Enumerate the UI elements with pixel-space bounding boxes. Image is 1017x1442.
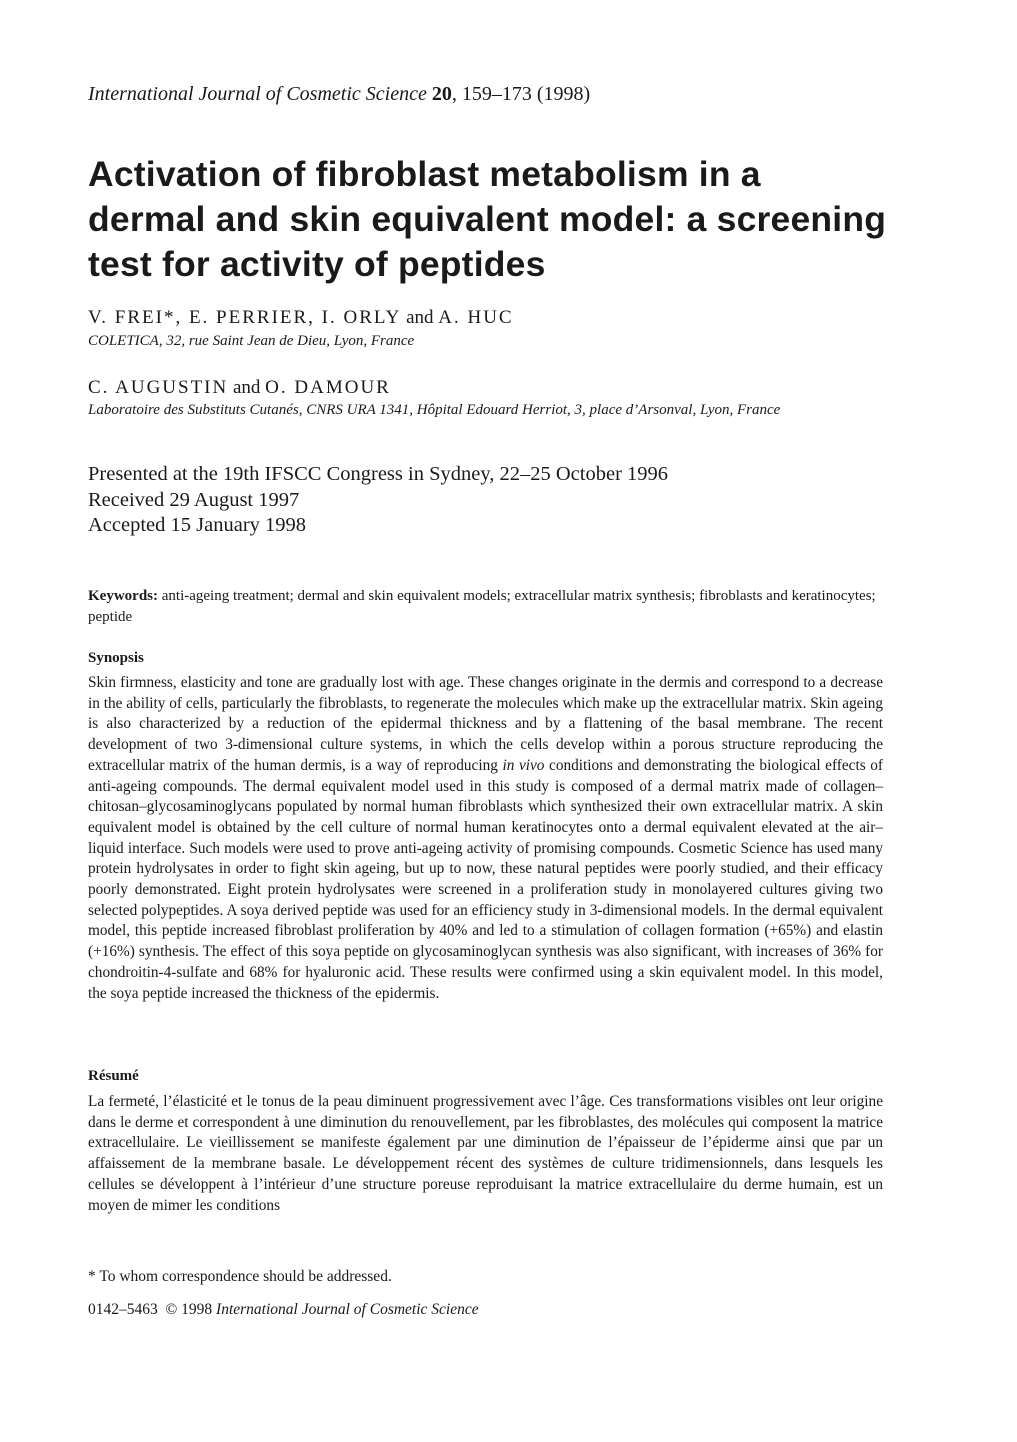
synopsis-text-part-2: conditions and demonstrating the biological effects of anti-ageing compounds. The dermal equivalent model used in this study is composed of a dermal matrix made of collagen–chitosan–glycosaminoglycans populated by normal human fibroblasts which synthesized their own extracellular matrix. A skin equivalent model is obtained by the cell culture of normal human keratinocytes onto a dermal equivalent elevated at the air–liquid interface. Such models were used to prove anti-ageing activity of promising compounds. Cosmetic Science has used many protein hydrolysates in order to fight skin ageing, but up to now, these natural peptides were poorly studied, and their efficacy poorly demonstrated. Eight protein hydrolysates were screened in a proliferation study in monolayered cultures giving two selected polypeptides. A soya derived peptide was used for an efficiency study in 3-dimensional models. In the dermal equivalent model, this peptide increased fibroblast proliferation by 40% and led to a stimulation of collagen formation (+65%) and elastin (+16%) synthesis. The effect of this soya peptide on glycosaminoglycan synthesis was also significant, with increases of 36% for chondroitin-4-sulfate and 68% for hyaluronic acid. These results were confirmed using a skin equivalent model. In this model, the soya peptide increased the thickness of the epidermis. <box>88 756 883 1002</box>
correspondence-footnote: * To whom correspondence should be addressed. <box>88 1268 392 1285</box>
authors-group-1: V. FREI*, E. PERRIER, I. ORLY <box>88 307 402 328</box>
keywords-label: Keywords: <box>88 588 158 604</box>
resume-text: La fermeté, l’élasticité et le tonus de la peau diminuent progressivement avec l’âge. Ces transformations visibles ont leur origine dans le derme et correspondent à une diminution du renouvellement, par les fibroblastes, des molécules qui composent la matrice extracellulaire. Le vieillissement se manifeste également par une diminution de l’épaisseur de l’épiderme ainsi que par un affaissement de la membrane basale. Le développement récent des systèmes de culture tridimensionnels, dans lesquels les cellules se développent à l’intérieur d’une structure poreuse reproduisant la matrice extracellulaire du derme humain, est un moyen de mimer les conditions <box>88 1093 883 1214</box>
affiliation-2: Laboratoire des Substituts Cutanés, CNRS URA 1341, Hôpital Edouard Herriot, 3, place d’Arsonval, Lyon, France <box>88 402 781 418</box>
publication-dates <box>88 462 668 539</box>
resume-heading: Résumé <box>88 1068 139 1084</box>
copyright-journal: International Journal of Cosmetic Science <box>216 1301 479 1318</box>
copyright-symbol: © <box>165 1301 178 1318</box>
keywords <box>88 586 883 627</box>
journal-name: International Journal of Cosmetic Science <box>88 83 427 105</box>
author-line-1 <box>88 307 514 329</box>
accepted-date: Accepted 15 January 1998 <box>88 514 307 536</box>
synopsis-text-part-1: Skin firmness, elasticity and tone are gradually lost with age. These changes originate in the dermis and correspond to a decrease in the ability of cells, particularly the fibroblasts, to regenerate the molecules which make up the extracellular matrix. Skin ageing is also characterized by a reduction of the epidermal thickness and by a flattening of the basal membrane. The recent development of two 3-dimensional culture systems, in which the cells develop within a porous structure reproducing the extracellular matrix of the human dermis, is a way of reproducing <box>88 674 883 774</box>
issn: 0142–5463 <box>88 1301 158 1318</box>
journal-volume: 20 <box>431 83 452 105</box>
paper-title: Activation of fibroblast metabolism in a dermal and skin equivalent model: a screening test for activity of peptides <box>88 154 887 284</box>
synopsis-italic-term: in vivo <box>502 756 545 774</box>
author-line-2 <box>88 377 391 399</box>
authors-connector-2: and <box>232 377 261 398</box>
keywords-text: anti-ageing treatment; dermal and skin equivalent models; extracellular matrix synthesis; fibroblasts and keratinocytes; peptide <box>88 588 876 625</box>
journal-citation <box>88 82 590 106</box>
authors-connector-1: and <box>406 307 434 328</box>
authors-group-2: C. AUGUSTIN <box>88 377 229 398</box>
affiliation-1: COLETICA, 32, rue Saint Jean de Dieu, Lyon, France <box>88 333 415 349</box>
presented-date: Presented at the 19th IFSCC Congress in Sydney, 22–25 October 1996 <box>88 463 669 485</box>
authors-last-2: O. DAMOUR <box>265 377 391 398</box>
copyright-year: 1998 <box>181 1301 213 1318</box>
authors-last-1: A. HUC <box>438 307 514 328</box>
journal-pages-year: , 159–173 (1998) <box>451 83 591 105</box>
synopsis-text <box>88 673 883 1004</box>
synopsis-heading: Synopsis <box>88 650 144 666</box>
copyright-line <box>88 1300 479 1320</box>
received-date: Received 29 August 1997 <box>88 488 300 511</box>
